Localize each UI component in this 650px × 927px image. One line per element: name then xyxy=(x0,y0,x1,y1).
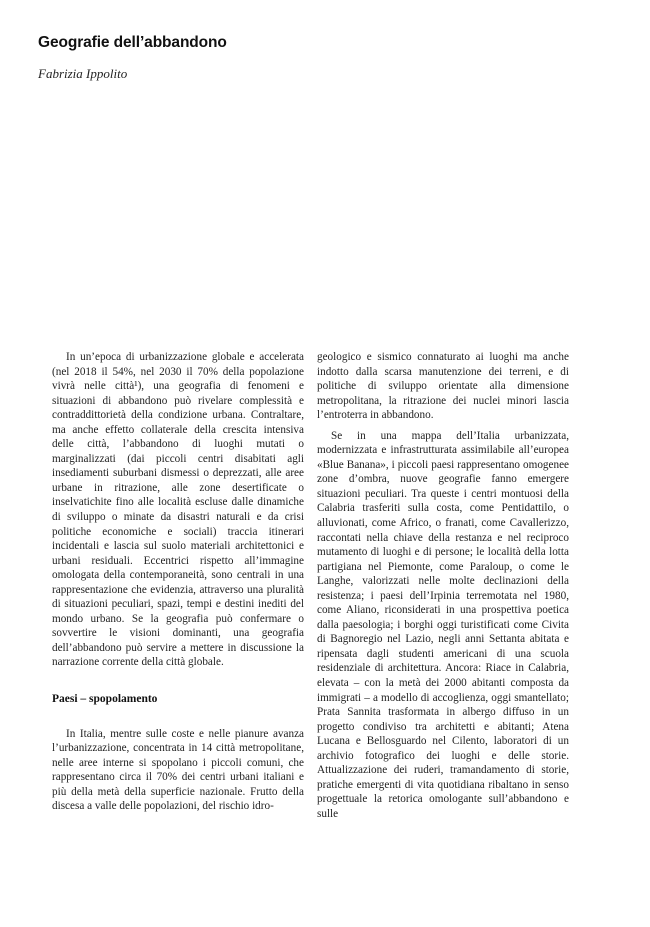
right-column xyxy=(317,350,569,822)
section-heading: Paesi – spopolamento xyxy=(52,693,158,706)
intro-paragraph: In un’epoca di urbanizzazione globale e accelerata (nel 2018 il 54%, nel 2030 il 70% della popolazione vivrà nelle città¹), una geografia di fenomeni e situazioni di abbandono può rivelare complessità e contraddittorietà della condizione urbana. Contraltare, ma anche effetto collaterale della crescita intensiva delle città, l’abbandono di luoghi mutati o marginalizzati (dai piccoli centri disabitati agli insediamenti suburbani dismessi o deprezzati, alle aree urbane in ritrazione, alle zone desertificate o inselvatichite fino alle località escluse dalle dinamiche di sviluppo o minate da disastri naturali e da crisi politiche economiche e sociali) traccia itinerari incidentali e lascia sul suolo materiali architettonici e urbani residuali. Eccentrici rispetto all’immagine omologata della contemporaneità, sono centrali in una rappresentazione che evidenzia, attraverso una pluralità di situazioni peculiari, spazi, tempi e destini inediti del mondo urbano. Se la geografia può confermare o sovvertire le visioni dominanti, una geografia dell’abbandono può servire a mettere in discussione la narrazione corrente della città globale. xyxy=(52,351,304,669)
article-title: Geografie dell’abbandono xyxy=(38,34,227,51)
left-column xyxy=(52,350,304,814)
body-paragraph: Se in una mappa dell’Italia urbanizzata, modernizzata e infrastrutturata assimilabile all’europea «Blue Banana», i piccoli paesi rappresentano omogenee zone d’ombra, nuove geografie fanno emergere situazioni peculiari. Tra queste i centri montuosi della Calabria trasferiti sulla costa, come Pentidattilo, o alluvionati, come Africo, o franati, come Cavallerizzo, raccontati nella chiave della restanza e nel reciproco mutamento di luoghi e di persone; le località della lotta partigiana nel Piemonte, come Paraloup, o come le Langhe, valorizzati nelle molte declinazioni della resistenza; i paesi dell’Irpinia terremotata nel 1980, come Aliano, riconsiderati in una prospettiva poetica dalla paesologia; i borghi oggi turistificati come Civita di Bagnoregio nel Lazio, negli anni Settanta abitata e ripensata dagli studenti americani di una scuola residenziale di architettura. Ancora: Riace in Calabria, elevata – con la metà dei 2000 abitanti composta da immigrati – a modello di accoglienza, oggi smantellato; Prata Sannita trasformata in albergo diffuso in un progetto condiviso tra architetti e abitanti; Atena Lucana e Bellosguardo nel Cilento, laboratori di un archivio fotografico dei luoghi e delle storie. Attualizzazione dei ruderi, tramandamento di storie, pratiche emergenti di vita quotidiana ribaltano in senso progettuale la retorica omologante sull’abbandono e sulle xyxy=(317,429,569,820)
continued-paragraph: geologico e sismico connaturato ai luoghi ma anche indotto dalla scarsa manutenzione dei terreni, e di politiche di sviluppo orientate alla dimensione metropolitana, la ritrazione dei nuclei minori lascia l’entroterra in abbandono. xyxy=(317,351,569,422)
author-name: Fabrizia Ippolito xyxy=(38,66,128,81)
body-paragraph: In Italia, mentre sulle coste e nelle pianure avanza l’urbanizzazione, concentrata in 14 città metropolitane, nelle aree interne si spopolano i piccoli comuni, che rappresentano circa il 70% dei centri urbani italiani e più della metà della superficie nazionale. Frutto della discesa a valle delle popolazioni, del rischio idro- xyxy=(52,727,304,813)
